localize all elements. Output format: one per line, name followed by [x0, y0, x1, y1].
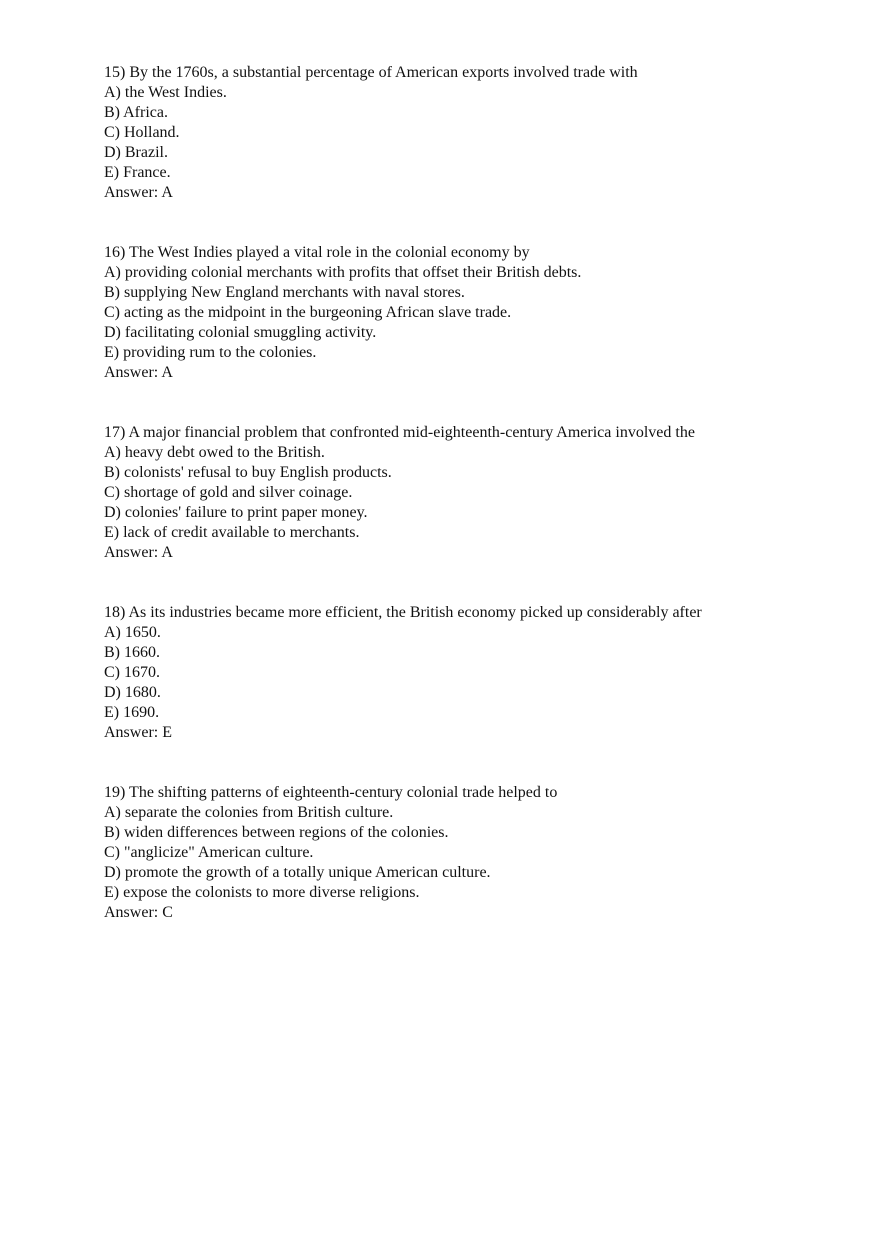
answer-option: E) lack of credit available to merchants. — [104, 524, 360, 541]
answer-option: D) 1680. — [104, 684, 161, 701]
question-prompt: 15) By the 1760s, a substantial percentage of American exports involved trade with — [104, 64, 638, 81]
question-list — [104, 63, 824, 963]
answer-option: A) heavy debt owed to the British. — [104, 444, 325, 461]
question-16 — [104, 243, 824, 383]
answer-option: E) providing rum to the colonies. — [104, 344, 317, 361]
answer-option: B) widen differences between regions of the colonies. — [104, 824, 449, 841]
answer-option: B) Africa. — [104, 104, 168, 121]
answer-option: C) 1670. — [104, 664, 160, 681]
answer-option: B) 1660. — [104, 644, 160, 661]
question-prompt: 18) As its industries became more efficient, the British economy picked up considerably after — [104, 604, 702, 621]
correct-answer: Answer: A — [104, 544, 173, 561]
answer-option: A) the West Indies. — [104, 84, 227, 101]
answer-option: A) separate the colonies from British culture. — [104, 804, 394, 821]
correct-answer: Answer: A — [104, 364, 173, 381]
question-18 — [104, 603, 824, 743]
correct-answer: Answer: A — [104, 184, 173, 201]
correct-answer: Answer: C — [104, 904, 173, 921]
question-prompt: 16) The West Indies played a vital role in the colonial economy by — [104, 244, 530, 261]
answer-option: D) colonies' failure to print paper money. — [104, 504, 368, 521]
question-prompt: 17) A major financial problem that confronted mid-eighteenth-century America involved the — [104, 424, 695, 441]
answer-option: C) "anglicize" American culture. — [104, 844, 314, 861]
answer-option: E) 1690. — [104, 704, 160, 721]
question-19 — [104, 783, 824, 923]
answer-option: B) supplying New England merchants with naval stores. — [104, 284, 465, 301]
question-17 — [104, 423, 824, 563]
answer-option: B) colonists' refusal to buy English products. — [104, 464, 392, 481]
answer-option: A) providing colonial merchants with profits that offset their British debts. — [104, 264, 582, 281]
answer-option: C) Holland. — [104, 124, 180, 141]
correct-answer: Answer: E — [104, 724, 172, 741]
question-15 — [104, 63, 824, 203]
answer-option: A) 1650. — [104, 624, 161, 641]
answer-option: D) facilitating colonial smuggling activity. — [104, 324, 377, 341]
answer-option: E) France. — [104, 164, 171, 181]
question-prompt: 19) The shifting patterns of eighteenth-century colonial trade helped to — [104, 784, 558, 801]
answer-option: D) promote the growth of a totally unique American culture. — [104, 864, 491, 881]
answer-option: C) shortage of gold and silver coinage. — [104, 484, 353, 501]
answer-option: D) Brazil. — [104, 144, 168, 161]
answer-option: C) acting as the midpoint in the burgeoning African slave trade. — [104, 304, 512, 321]
answer-option: E) expose the colonists to more diverse religions. — [104, 884, 420, 901]
